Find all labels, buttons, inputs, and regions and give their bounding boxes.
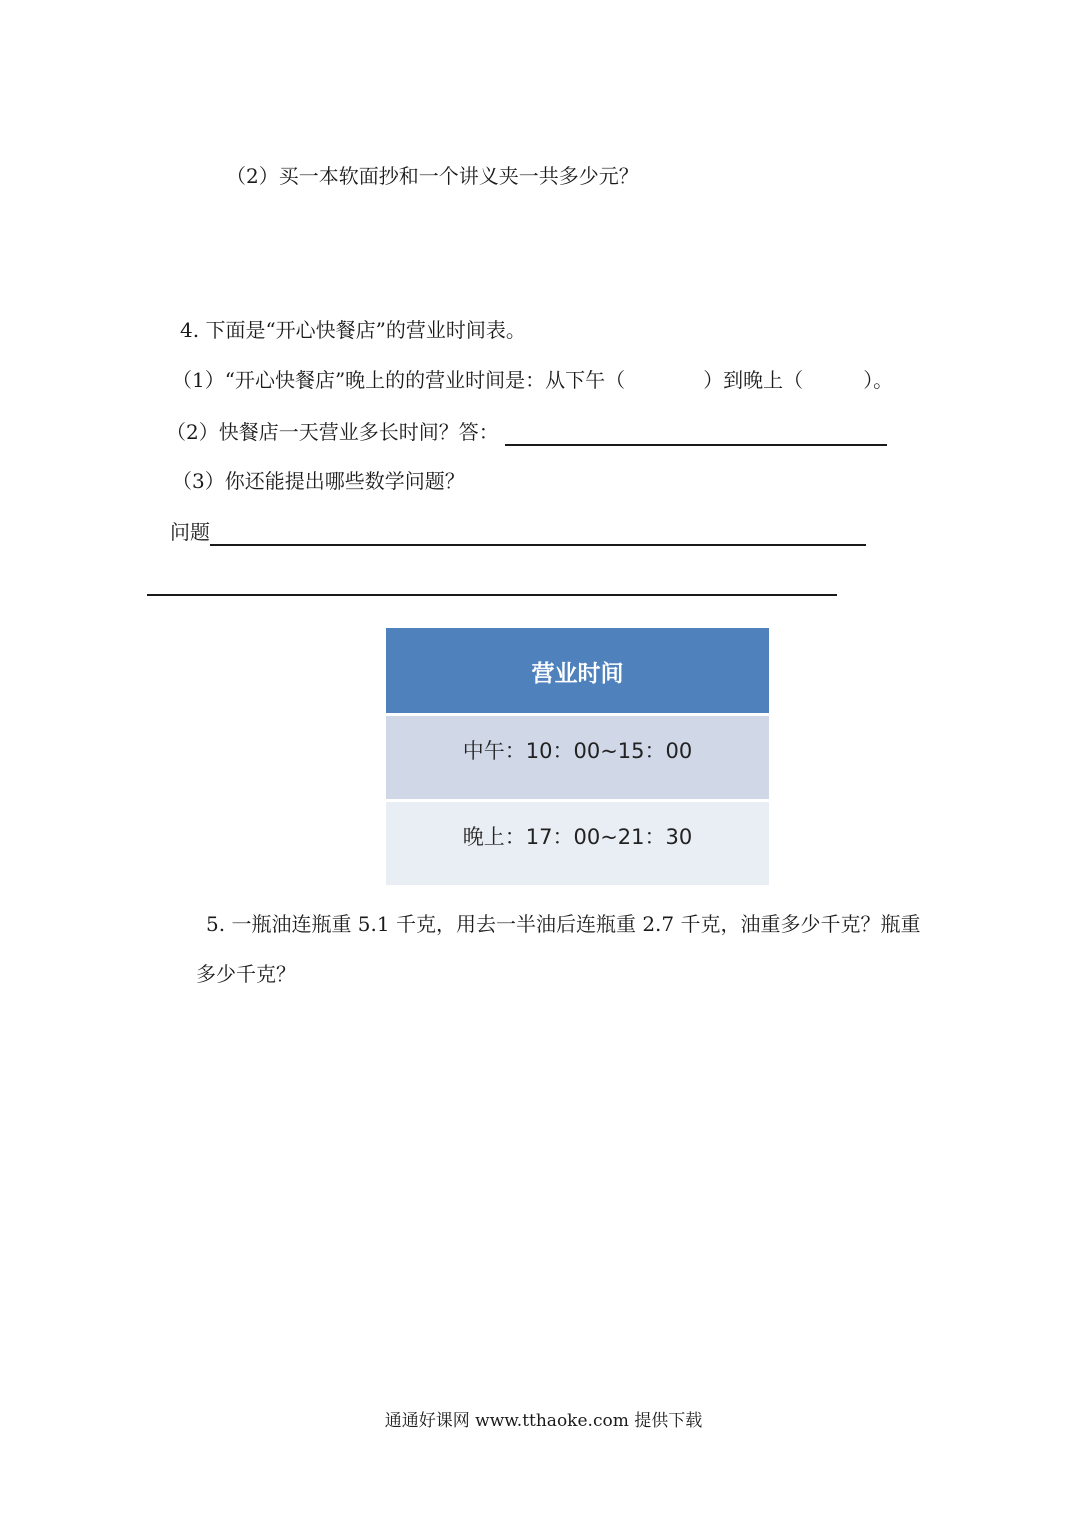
page-footer: 通通好课网 www.tthaoke.com 提供下载 <box>384 1411 703 1431</box>
q4-extra-answer-line[interactable] <box>147 594 837 596</box>
q3-sub2-text: （2）买一本软面抄和一个讲义夹一共多少元？ <box>226 164 639 188</box>
schedule-table-row-evening: 晚上：17：00~21：30 <box>386 799 769 885</box>
q4-sub2-text: （2）快餐店一天营业多长时间？答： <box>166 420 499 444</box>
q4-sub2 <box>166 418 887 446</box>
q4-sub3-text: （3）你还能提出哪些数学问题？ <box>172 469 465 493</box>
q4-sub1-part-a: （1）“开心快餐店”晚上的的营业时间是：从下午（ <box>172 368 626 392</box>
q5-line2: 多少千克？ <box>196 962 296 986</box>
q4-question-label: 问题 <box>170 520 210 544</box>
q4-question-row <box>170 518 866 546</box>
q4-question-answer-line[interactable] <box>210 522 866 546</box>
schedule-table-row-noon: 中午：10：00~15：00 <box>386 713 769 799</box>
schedule-table <box>386 628 769 885</box>
q4-sub1-part-b: ）到晚上（ <box>703 368 804 392</box>
q4-title: 4. 下面是“开心快餐店”的营业时间表。 <box>180 318 526 342</box>
q4-sub1 <box>172 366 893 394</box>
q4-sub1-part-c: ）。 <box>863 368 894 392</box>
schedule-table-header: 营业时间 <box>386 628 769 713</box>
q5-line1: 5. 一瓶油连瓶重 5.1 千克，用去一半油后连瓶重 2.7 千克，油重多少千克？瓶重 <box>206 912 921 936</box>
q4-sub2-answer-line[interactable] <box>505 422 887 446</box>
